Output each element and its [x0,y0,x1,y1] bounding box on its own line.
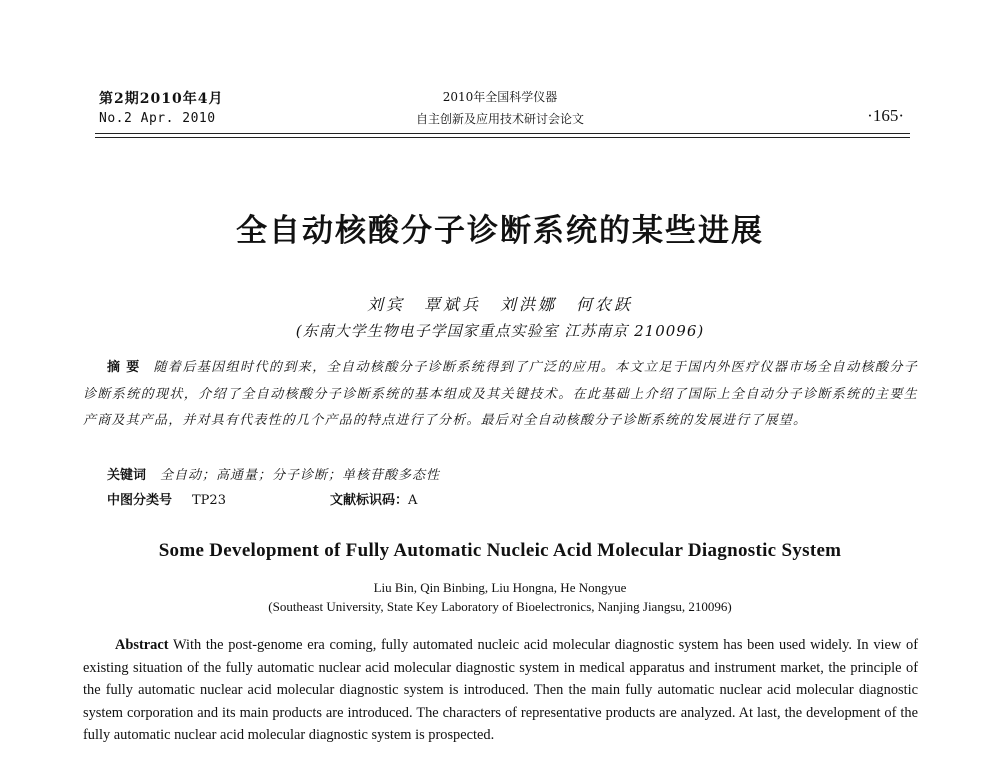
page-number: ·165· [867,106,904,125]
abstract-en [83,634,918,747]
authors-cn: 刘宾 覃斌兵 刘洪娜 何农跃 [366,295,633,314]
keywords [107,464,440,483]
authors-en: Liu Bin, Qin Binbing, Liu Hongna, He Nongyue [373,580,627,595]
abstract-en-text: With the post-genome era coming, fully automated nucleic acid molecular diagnostic system has been used widely. In view of existing situation of the fully automatic nuclear acid molecular diagnostic system in medical apparatus and instrument market, the principle of the fully automatic nuclear acid molecular diagnostic system is introduced. Then the main fully automatic nuclear acid molecular diagnostic system corporation and its main products are introduced. The characters of representative products are analyzed. At last, the development of the fully automatic nuclear acid molecular diagnostic system is prospected. [83,637,918,743]
issue-cn: 第2期2010年4月 [99,91,224,107]
conference-line-2: 自主创新及应用技术研讨会论文 [415,112,584,126]
keywords-value: 全自动；高通量；分子诊断；单核苷酸多态性 [160,468,441,483]
header-rule-top [95,133,910,134]
abstract-cn-text: 随着后基因组时代的到来，全自动核酸分子诊断系统得到了广泛的应用。本文立足于国内外医疗仪器市场全自动核酸分子诊断系统的现状，介绍了全自动核酸分子诊断系统的基本组成及其关键技术。在此基础上介绍了国际上全自动分子诊断系统的主要生产商及其产品，并对具有代表性的几个产品的特点进行了分析。最后对全自动核酸分子诊断系统的发展进行了展望。 [83,360,918,428]
abstract-en-label: Abstract [115,637,169,653]
classification-value: TP23 [192,493,226,508]
keywords-label: 关键词 [107,468,147,483]
classification [107,489,226,508]
document-code [330,489,417,508]
header-rule-bottom [95,137,910,138]
document-code-label: 文献标识码： [330,493,409,508]
affiliation-en: (Southeast University, State Key Laboratory of Bioelectronics, Nanjing Jiangsu, 210096) [268,599,732,614]
conference-line-1: 2010年全国科学仪器 [442,90,558,104]
issue-en: No.2 Apr. 2010 [99,111,216,126]
abstract-cn [83,355,918,435]
document-code-value: A [408,493,418,508]
title-en: Some Development of Fully Automatic Nucleic Acid Molecular Diagnostic System [158,540,842,561]
affiliation-cn: (东南大学生物电子学国家重点实验室 江苏南京 210096) [295,322,705,340]
abstract-cn-label: 摘要 [107,360,146,375]
title-cn: 全自动核酸分子诊断系统的某些进展 [236,213,764,249]
classification-label: 中图分类号 [107,493,173,508]
